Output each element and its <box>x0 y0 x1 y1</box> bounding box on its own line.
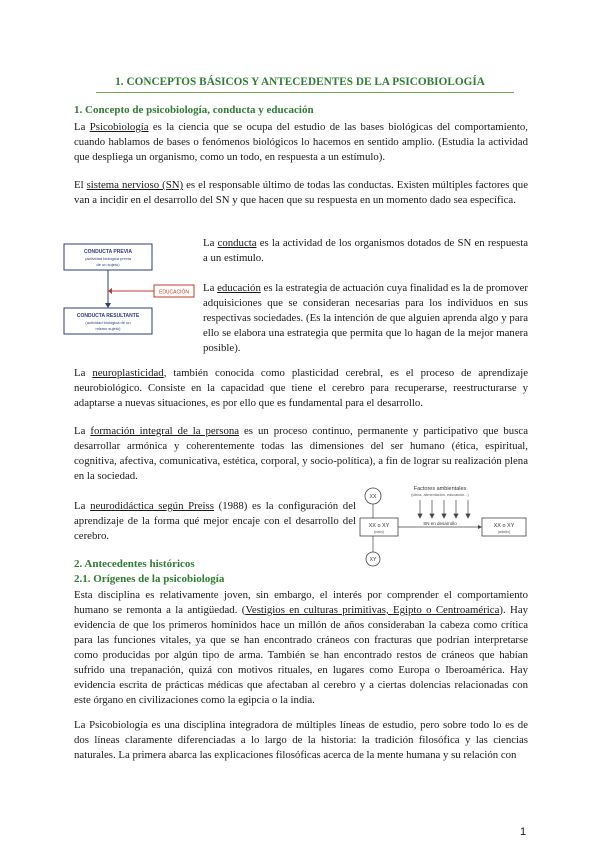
adulto-box-sub: (adulto) <box>497 530 511 534</box>
xx-circle-label: XX <box>369 494 377 500</box>
conducta-educacion-diagram <box>62 240 198 338</box>
paragraph-origenes: Esta disciplina es relativamente joven, sin embargo, el interés por comprender el comportamiento humano se remonta a la antigüedad. (Vestigios en culturas primitivas, Egipto o Centroamérica). Hay evidencia de que los primeros homínidos hace un millón de años consideraban la cabeza como crítica para las funciones vitales, ya que se han encontrado cráneos con fracturas que podrían interpretarse como producidas por algún tipo de arma. También se han encontrado restos de cráneos que habían sufrido una trepanación, quizá con motivos rituales, en lugares como Europa o Iberoamérica. Hay evidencia escrita de prácticas médicas que afectaban al cerebro y a ciertas dolencias relacionadas con este órgano en civilizaciones como la egipcia o la india. <box>74 589 529 706</box>
conducta-resultante-title: CONDUCTA RESULTANTE <box>76 313 140 319</box>
paragraph-neurodidactica: La neurodidáctica según Preiss (1988) es la configuración del aprendizaje de la forma qué mejor encaje con el desarrollo del cerebro. <box>74 500 356 542</box>
education-arrow-head <box>108 288 112 294</box>
conducta-previa-sub1: (actividad biológica previa <box>84 256 132 261</box>
conducta-previa-sub2: de un sujeto) <box>96 262 120 267</box>
term-educacion: educación <box>217 282 261 294</box>
paragraph-neuroplasticidad: La neuroplasticidad, también conocida como plasticidad cerebral, es el proceso de aprendizaje neurobiológico. Consiste en la capacidad que tiene el cerebro para recuperarse, reestructurarse y adaptarse a nuevas situaciones, es por ello que es fundamental para el desarrollo. <box>74 367 528 409</box>
conducta-resultante-sub1: (actividad biológica de un <box>85 320 131 325</box>
nato-box-label: XX o XY <box>368 523 390 529</box>
conducta-resultante-sub2: mismo sujeto) <box>95 326 121 331</box>
paragraph-sistema-nervioso: El sistema nervioso (SN) es el responsable último de todas las conductas. Existen múltiples factores que van a incidir en el desarrollo del SN y que hacen que su respuesta en un momento dado sea específica. <box>74 179 528 206</box>
conducta-previa-title: CONDUCTA PREVIA <box>83 249 133 255</box>
section2-1-subheading: 2.1. Orígenes de la psicobiología <box>74 573 225 585</box>
section1-heading: 1. Concepto de psicobiología, conducta y educación <box>74 104 314 116</box>
paragraph-conducta: La conducta es la actividad de los organismos dotados de SN en respuesta a un estímulo. <box>203 237 529 264</box>
paragraph-psicobiologia-integradora: La Psicobiología es una disciplina integradora de múltiples líneas de estudio, pero sobre todo lo es de dos líneas claramente diferenciadas a lo largo de la historia: la tradición filosófica y las ciencias naturales. La primera abarca las explicaciones filosóficas acerca de la mente humana y su relación con <box>74 719 528 761</box>
page-number: 1 <box>520 826 527 838</box>
sn-development-diagram <box>358 482 530 572</box>
flow-arrow-head <box>105 303 111 308</box>
educacion-label: EDUCACIÓN <box>158 289 190 296</box>
document-title: 1. CONCEPTOS BÁSICOS Y ANTECEDENTES DE LA PSICOBIOLOGÍA <box>0 76 600 88</box>
factores-ambientales-sub: (clima, alimentación, educación...) <box>411 493 469 497</box>
term-neurodidactica: neurodidáctica según Preiss <box>90 500 214 512</box>
paragraph-formacion-integral: La formación integral de la persona es un proceso continuo, permanente y participativo que busca desarrollar armónica y coherentemente todas las dimensiones del ser humano (ética, espiritual, cognitiva, afectiva, comunicativa, estética, corporal, y socio-política), a fin de lograr su realización plena en la sociedad. <box>74 425 528 482</box>
term-formacion-integral: formación integral de la persona <box>90 425 240 437</box>
term-vestigios: Vestigios en culturas primitivas, Egipto o Centroamérica <box>245 604 500 616</box>
adulto-box-label: XX o XY <box>493 523 515 529</box>
xy-circle-label: XY <box>369 557 377 563</box>
paragraph-educacion: La educación es la estrategia de actuación cuya finalidad es la de promover adquisiciones que se consideran necesarias para los individuos en sus respectivas sociedades. (Es la intención de que alguien aprenda algo y para ello se elabora una estrategia que permita que lo hagan de la mejor manera posible). <box>203 282 528 354</box>
environment-arrows <box>418 500 470 518</box>
paragraph-psicobiologia: La Psicobiología es la ciencia que se ocupa del estudio de las bases biológicas del comportamiento, cuando hablamos de bases o fenómenos biológicos lo hacemos en sentido amplio. (Estudia la actividad que despliega un organismo, como un todo, en respuesta a un estímulo). <box>74 121 528 163</box>
section2-heading: 2. Antecedentes históricos <box>74 558 195 570</box>
term-sistema-nervioso: sistema nervioso (SN) <box>86 179 184 191</box>
sn-desarrollo-label: SN en desarrollo <box>423 521 457 526</box>
term-psicobiologia: Psicobiología <box>89 121 149 133</box>
title-underline <box>96 92 514 93</box>
term-neuroplasticidad: neuroplasticidad <box>92 367 164 379</box>
sn-arrow-head <box>478 525 482 529</box>
factores-ambientales-label: Factores ambientales <box>413 486 467 492</box>
term-conducta: conducta <box>217 237 257 249</box>
nato-box-sub: (nato) <box>374 530 384 534</box>
